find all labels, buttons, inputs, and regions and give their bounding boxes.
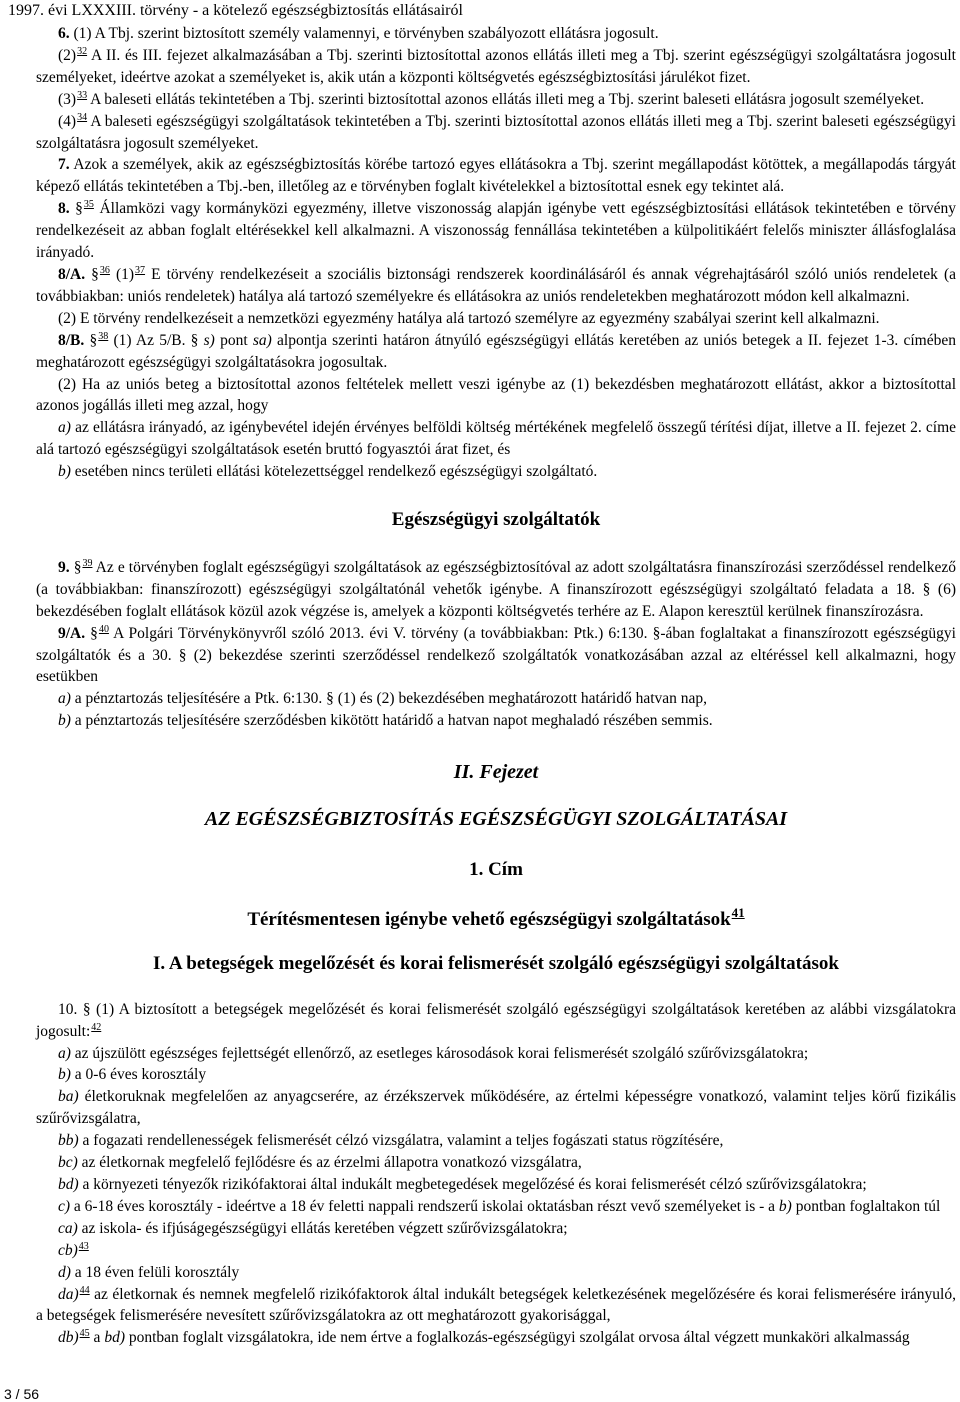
- section-symbol: §: [69, 200, 83, 218]
- list-label: ca): [58, 1219, 78, 1237]
- paragraph-text: (1) A Tbj. szerint biztosított személy valamennyi, e törvényben szabályozott ellátásra jogosult.: [69, 25, 659, 42]
- list-item-8b-a: [36, 417, 956, 461]
- footnote-link[interactable]: 37: [135, 264, 146, 276]
- list-label: d): [58, 1263, 71, 1281]
- list-label: a): [58, 690, 71, 708]
- footnote-link[interactable]: 44: [79, 1284, 90, 1296]
- paragraph-8a-1: [36, 264, 956, 308]
- title-number: 1. Cím: [469, 859, 523, 880]
- list-item-ca: [36, 1218, 956, 1240]
- subsection-number: (4): [58, 112, 77, 130]
- paragraph-6-1: [36, 23, 956, 45]
- list-text: a fogazati rendellenességek felismerését célzó vizsgálatra, valamint a teljes fogászati status rögzítésére,: [78, 1132, 724, 1150]
- paragraph-text: A Polgári Törvénykönyvről szóló 2013. évi V. törvény (a továbbiakban: Ptk.) 6:130. §-ában foglaltakat a finanszírozott egészségügyi szolgáltatók és a 30. § (2) bekezdése szerinti szerződéssel rendelkező szolgáltatók vonatkozásában azzal az eltéréssel kell alkalmazni, hogy esetükben: [36, 624, 956, 686]
- paragraph-text: § (1) A biztosított a betegségek megelőzését és korai felismerését szolgáló egészségügyi szolgáltatások keretében az alábbi vizsgálatokra jogosult:: [36, 1000, 956, 1040]
- section-symbol: §: [85, 265, 99, 283]
- list-item-a: [36, 1043, 956, 1065]
- list-label: a): [58, 419, 71, 437]
- footnote-link[interactable]: 33: [77, 89, 88, 101]
- document-header: 1997. évi LXXXIII. törvény - a kötelező egészségbiztosítás ellátásairól: [8, 2, 463, 19]
- list-label: bd): [58, 1175, 79, 1193]
- section-number: 6.: [58, 25, 70, 42]
- section-number: 8/A.: [58, 265, 86, 283]
- list-item-cb: [36, 1240, 956, 1262]
- list-text: a környezeti tényezők rizikófaktorai által indukált megbetegedések megelőzésé és korai felismerését célzó szűrővizsgálatokra;: [78, 1175, 867, 1193]
- paragraph-9a: [36, 623, 956, 689]
- list-label: db): [58, 1329, 79, 1347]
- list-item-da: [36, 1284, 956, 1328]
- list-item-db: [36, 1327, 956, 1349]
- title-heading: [36, 904, 956, 931]
- list-text: pontban foglalt vizsgálatokra, ide nem értve a foglalkozás-egészségügyi szolgálat orvosa által végzett munkaköri alkalmasság: [124, 1329, 910, 1347]
- list-item-8b-b: [36, 461, 956, 483]
- list-text: esetében nincs területi ellátási kötelezettséggel rendelkező egészségügyi szolgáltató.: [70, 463, 598, 481]
- list-label: b): [58, 463, 71, 481]
- section-symbol: §: [84, 331, 98, 349]
- list-text: az életkornak megfelelő fejlődésre és az érzelmi állapotra vonatkozó vizsgálatra,: [77, 1154, 582, 1172]
- section-symbol: §: [85, 624, 98, 642]
- list-item-d: [36, 1262, 956, 1284]
- list-label: c): [58, 1197, 71, 1215]
- footnote-link[interactable]: 40: [98, 623, 109, 635]
- list-label: b): [58, 1066, 71, 1084]
- section-number: 9/A.: [58, 624, 86, 642]
- footnote-link[interactable]: 45: [79, 1328, 90, 1340]
- section-number: 10.: [58, 1000, 78, 1018]
- subsection-number: (3): [58, 90, 77, 108]
- paragraph-text: E törvény rendelkezéseit a szociális biztonsági rendszerek koordinálásáról és annak végrehajtásáról szóló uniós rendeletek (a továbbiakban: uniós rendeletek) hatálya alá tartozó személyekre és ellátásokra az uniós rendeletekben meghatározott módon kell alkalmazni.: [36, 265, 956, 305]
- list-label: a): [58, 1044, 71, 1062]
- list-text: életkoruknak megfelelően az anyagcserére, az érzékszervek működésére, az értelmi képességre vonatkozó, valamint teljes körű fizikális szűrővizsgálatra,: [36, 1088, 956, 1128]
- point-ref: bd): [100, 1329, 125, 1347]
- list-text: pontban foglaltakon túl: [791, 1197, 941, 1215]
- subsection-number: (2): [58, 46, 77, 64]
- paragraph-text: Az e törvényben foglalt egészségügyi szolgáltatások az egészségbiztosítóval az adott szolgáltatásra finanszírozási szerződéssel rendelkező (a továbbiakban: finanszírozott) egészségügyi szolgáltatónál vehetők igénybe. A finanszírozott egészségügyi szolgáltató feladata a 18. § (6) bekezdésében foglalt ellátások közül azok végzése is, amelyek a központi költségvetés terhére az E. Alapon keresztül kerülnek finanszírozásra.: [36, 558, 956, 620]
- list-text: az iskola- és ifjúságegészségügyi ellátás keretében végzett szűrővizsgálatokra;: [77, 1219, 568, 1237]
- list-item-9a-a: [36, 688, 956, 710]
- list-text: az ellátásra irányadó, az igénybevétel idején érvényes belföldi költség mértékének megfelelő összegű térítési díjat, illetve a II. fejezet 2. címe alá tartozó egészségügyi szolgáltatások esetén bruttó fogyasztói árat fizet, és: [36, 419, 956, 459]
- footnote-link[interactable]: 35: [83, 199, 94, 211]
- list-item-9a-b: [36, 710, 956, 732]
- list-label: cb): [58, 1241, 78, 1259]
- paragraph-8a-2: (2) E törvény rendelkezéseit a nemzetközi egyezmény hatálya alá tartozó személyre az egyezmény szabályai szerint kell alkalmazni.: [58, 309, 880, 327]
- paragraph-8b-1: [36, 330, 956, 374]
- paragraph-text: Államközi vagy kormányközi egyezmény, illetve viszonosság alapján igénybe vett egészségbiztosítási ellátások tekintetében e törvény rendelkezéseit az abban foglalt eltérésekkel kell alkalmazni. A viszonosság fennállása tekintetében a külpolitikáért felelős miniszter állásfoglalása irányadó.: [36, 200, 956, 262]
- section-number: 8.: [58, 200, 70, 218]
- footnote-link[interactable]: 41: [731, 904, 745, 920]
- footnote-link[interactable]: 32: [77, 45, 88, 57]
- point-ref: b): [775, 1197, 792, 1215]
- subsection-number: (1): [109, 265, 135, 283]
- list-text: az életkornak és nemnek megfelelő rizikófaktorok által indukált betegségek keletkezésének megelőzésére és korai felismerésére irányuló, a betegségek felismerésére nevesített szűrővizsgálatokra az ott meghatározott gyakorisággal,: [36, 1285, 956, 1325]
- list-item-bd: [36, 1174, 956, 1196]
- list-text: a 0-6 éves korosztály: [70, 1066, 207, 1084]
- section-number: 7.: [58, 156, 70, 174]
- footnote-link[interactable]: 43: [78, 1240, 89, 1252]
- paragraph-6-3: [36, 89, 956, 111]
- list-text: az újszülött egészséges fejlettségét ellenőrző, az esetleges károsodások korai felismerését szolgáló szűrővizsgálatokra;: [70, 1044, 809, 1062]
- list-label: b): [58, 712, 71, 730]
- paragraph-text: A II. és III. fejezet alkalmazásában a Tbj. szerinti biztosítottal azonos ellátás illeti meg a Tbj. szerint egészségügyi szolgáltatásra jogosult személyeket, ideértve azokat a személyeket is, akik után a központi költségvetés egészségbiztosítási járulékot fizet.: [36, 46, 956, 86]
- footnote-link[interactable]: 38: [98, 330, 109, 342]
- list-label: bb): [58, 1132, 79, 1150]
- subtitle-heading: I. A betegségek megelőzését és korai felismerését szolgáló egészségügyi szolgáltatások: [153, 952, 839, 974]
- paragraph-text: (1) Az 5/B. §: [108, 331, 199, 349]
- footnote-link[interactable]: 36: [99, 264, 110, 276]
- paragraph-text: pont: [214, 331, 248, 349]
- list-text: a 18 éven felüli korosztály: [70, 1263, 240, 1281]
- paragraph-8b-2: (2) Ha az uniós beteg a biztosítottal azonos feltételek mellett veszi igénybe az (1) bekezdésben meghatározott ellátást, akkor a biztosítottal azonos jogállás illeti meg azzal, hogy: [36, 375, 956, 415]
- section-heading: Egészségügyi szolgáltatók: [391, 509, 601, 531]
- point-ref: s): [198, 331, 215, 349]
- list-label: da): [58, 1285, 79, 1303]
- paragraph-9: [36, 557, 956, 623]
- paragraph-6-4: [36, 111, 956, 155]
- paragraph-6-2: [36, 45, 956, 89]
- paragraph-text: A baleseti ellátás tekintetében a Tbj. szerinti biztosítottal azonos ellátás illeti meg a Tbj. szerint baleseti ellátásra jogosult személyeket.: [87, 90, 925, 108]
- point-ref: sa): [247, 331, 272, 349]
- list-item-bc: [36, 1152, 956, 1174]
- chapter-title: AZ EGÉSZSÉGBIZTOSÍTÁS EGÉSZSÉGÜGYI SZOLGÁLTATÁSAI: [204, 808, 788, 831]
- chapter-number: II. Fejezet: [453, 761, 539, 784]
- title-text: Térítésmentesen igénybe vehető egészségügyi szolgáltatások: [247, 908, 731, 930]
- list-label: bc): [58, 1154, 78, 1172]
- paragraph-text: Azok a személyek, akik az egészségbiztosítás körébe tartozó egyes ellátásokra a Tbj. szerint megállapodást kötöttek, a megállapodás tárgyát képező ellátás tekintetében a Tbj.-ben, illetőleg az e törvényben foglalt kivételekkel a biztosítottal esnek egy tekintet alá.: [36, 156, 956, 196]
- footnote-link[interactable]: 39: [82, 557, 93, 569]
- footnote-link[interactable]: 42: [91, 1021, 102, 1033]
- paragraph-10-1: [36, 999, 956, 1043]
- list-text: a: [89, 1329, 101, 1347]
- list-item-c: [36, 1196, 956, 1218]
- list-item-ba: [36, 1086, 956, 1130]
- list-text: a pénztartozás teljesítésére a Ptk. 6:130. § (1) és (2) bekezdésében meghatározott határidő hatvan nap,: [70, 690, 708, 708]
- footnote-link[interactable]: 34: [77, 111, 88, 123]
- paragraph-text: alpontja szerinti határon átnyúló egészségügyi ellátás keretében az uniós betegek a II. fejezet 1-3. címében meghatározott egészségügyi szolgáltatásokra jogosultak.: [36, 331, 957, 371]
- list-text: a pénztartozás teljesítésére szerződésben kikötött határidő a hatvan napot meghaladó részében semmis.: [70, 712, 713, 730]
- section-number: 8/B.: [58, 331, 85, 349]
- list-item-bb: [36, 1130, 956, 1152]
- page-number: 3 / 56: [4, 1386, 40, 1402]
- paragraph-text: A baleseti egészségügyi szolgáltatások tekintetében a Tbj. szerinti biztosítottal azonos ellátás illeti meg a Tbj. szerint baleseti egészségügyi szolgáltatásra jogosult személyeket.: [36, 112, 956, 152]
- list-text: a 6-18 éves korosztály - ideértve a 18 év feletti nappali rendszerű iskolai oktatásban részt vevő személyeket is - a: [70, 1197, 776, 1215]
- document-body: [36, 23, 956, 1349]
- paragraph-7: [36, 154, 956, 198]
- section-number: 9.: [58, 558, 70, 576]
- list-label: ba): [58, 1088, 79, 1106]
- list-item-b: [36, 1064, 956, 1086]
- section-symbol: §: [69, 558, 82, 576]
- paragraph-8: [36, 198, 956, 264]
